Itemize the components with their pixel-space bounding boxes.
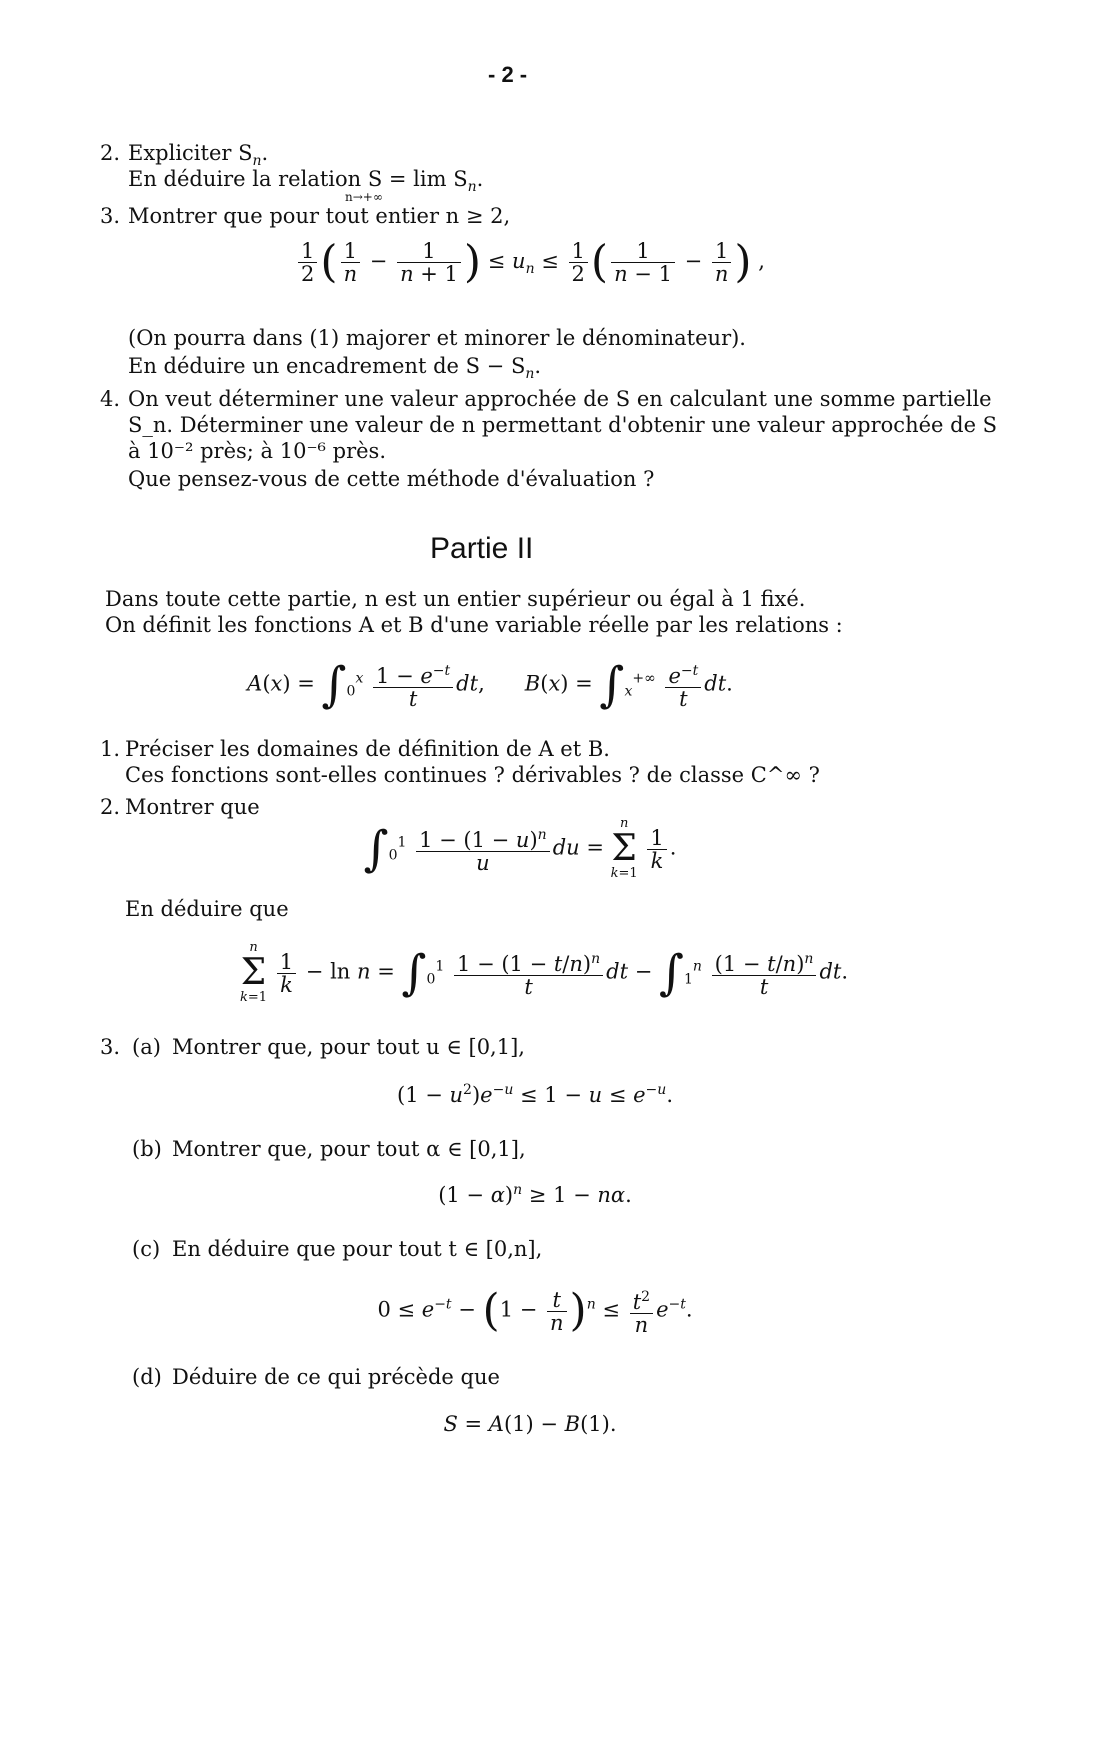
q2-line2: En déduire la relation $S = \lim S_n$.: [128, 167, 484, 196]
q3-number: 3.: [100, 204, 121, 228]
q3-note2: En déduire un encadrement de $S - S_n$.: [128, 354, 542, 383]
p2-q3d-label: (d): [132, 1365, 162, 1389]
p2-q3c-text: En déduire que pour tout t ∈ [0,n],: [172, 1237, 543, 1261]
q3-line1: Montrer que pour tout entier n ≥ 2,: [128, 204, 511, 228]
q4-line1: On veut déterminer une valeur approchée de S en calculant une somme partielle: [128, 387, 992, 411]
q2-line1: Expliciter $S_n$.: [128, 141, 269, 170]
def-A-B: $A(x) = \int_0^x$ $\frac{1 - e^{-t}}{t}$ dt, $B(x) = \int_x^{+\infty}$ $\frac{e^{-t}}{t}$ dt.: [247, 657, 733, 713]
p2-q3b-label: (b): [132, 1137, 162, 1161]
part2-intro1: Dans toute cette partie, n est un entier supérieur ou égal à 1 fixé.: [105, 587, 806, 611]
p2-q1-line2: Ces fonctions sont-elles continues ? dérivables ? de classe C^∞ ?: [125, 763, 820, 787]
p2-q3-number: 3.: [100, 1035, 121, 1059]
q4-line2: S_n. Déterminer une valeur de n permettant d'obtenir une valeur approchée de S: [128, 413, 998, 437]
p2-q3a-text: Montrer que, pour tout u ∈ [0,1],: [172, 1035, 525, 1059]
p2-q2-number: 2.: [100, 795, 121, 819]
p2-q2-eq1: $\int_0^1$ $\frac{1 - (1 - u)^n}{u}$ du = n Σ k=1 $\frac{1}{k}$ .: [363, 816, 677, 881]
p2-q3d-eq: S = A(1) − B(1).: [443, 1412, 617, 1436]
q4-line4: Que pensez-vous de cette méthode d'évaluation ?: [128, 467, 655, 491]
part2-intro2: On définit les fonctions A et B d'une variable réelle par les relations :: [105, 613, 843, 637]
p2-q2-line2: En déduire que: [125, 897, 289, 921]
q3-note1: (On pourra dans (1) majorer et minorer le dénominateur).: [128, 326, 746, 350]
q4-line3: à 10⁻² près; à 10⁻⁶ près.: [128, 439, 386, 463]
part2-title: Partie II: [430, 532, 534, 565]
page-number: - 2 -: [488, 62, 528, 87]
p2-q3c-label: (c): [132, 1237, 161, 1261]
q2-number: 2.: [100, 141, 121, 165]
p2-q2-eq2: n Σ k=1 $\frac{1}{k}$ − $\ln n = \int_0^1$ $\frac{1 - (1 - t/n)^n}{t}$ dt − $\int_1^n$ $\frac{(1 - t/n)^n}{t}$ dt.: [240, 940, 849, 1005]
p2-q3b-eq: $(1 - \alpha)^n \ge 1 - n\alpha$.: [438, 1182, 632, 1207]
p2-q1-line1: Préciser les domaines de définition de A et B.: [125, 737, 610, 761]
p2-q3d-text: Déduire de ce qui précède que: [172, 1365, 500, 1389]
p2-q3b-text: Montrer que, pour tout α ∈ [0,1],: [172, 1137, 526, 1161]
p2-q1-number: 1.: [100, 737, 121, 761]
p2-q3a-label: (a): [132, 1035, 161, 1059]
lim-subscript: n→+∞: [345, 190, 383, 204]
p2-q3c-eq: $0 \le e^{-t} - (1$ − $\frac{t}{n}$ )$^n$ ≤ $\frac{t^2}{n}$ $e^{-t}$.: [377, 1285, 693, 1337]
p2-q3a-eq: $(1 - u^2)e^{-u} \le 1 - u \le e^{-u}$.: [397, 1082, 673, 1107]
q4-number: 4.: [100, 387, 121, 411]
q3-inequality: $\frac{1}{2}$ ( $\frac{1}{n}$ − $\frac{1}{n + 1}$ ) ≤ $u_n$ ≤ $\frac{1}{2}$ ( $\frac{1}{n - 1}$ − $\frac{1}{n}$ ) ,: [290, 240, 770, 285]
p2-q2-line1: Montrer que: [125, 795, 260, 819]
